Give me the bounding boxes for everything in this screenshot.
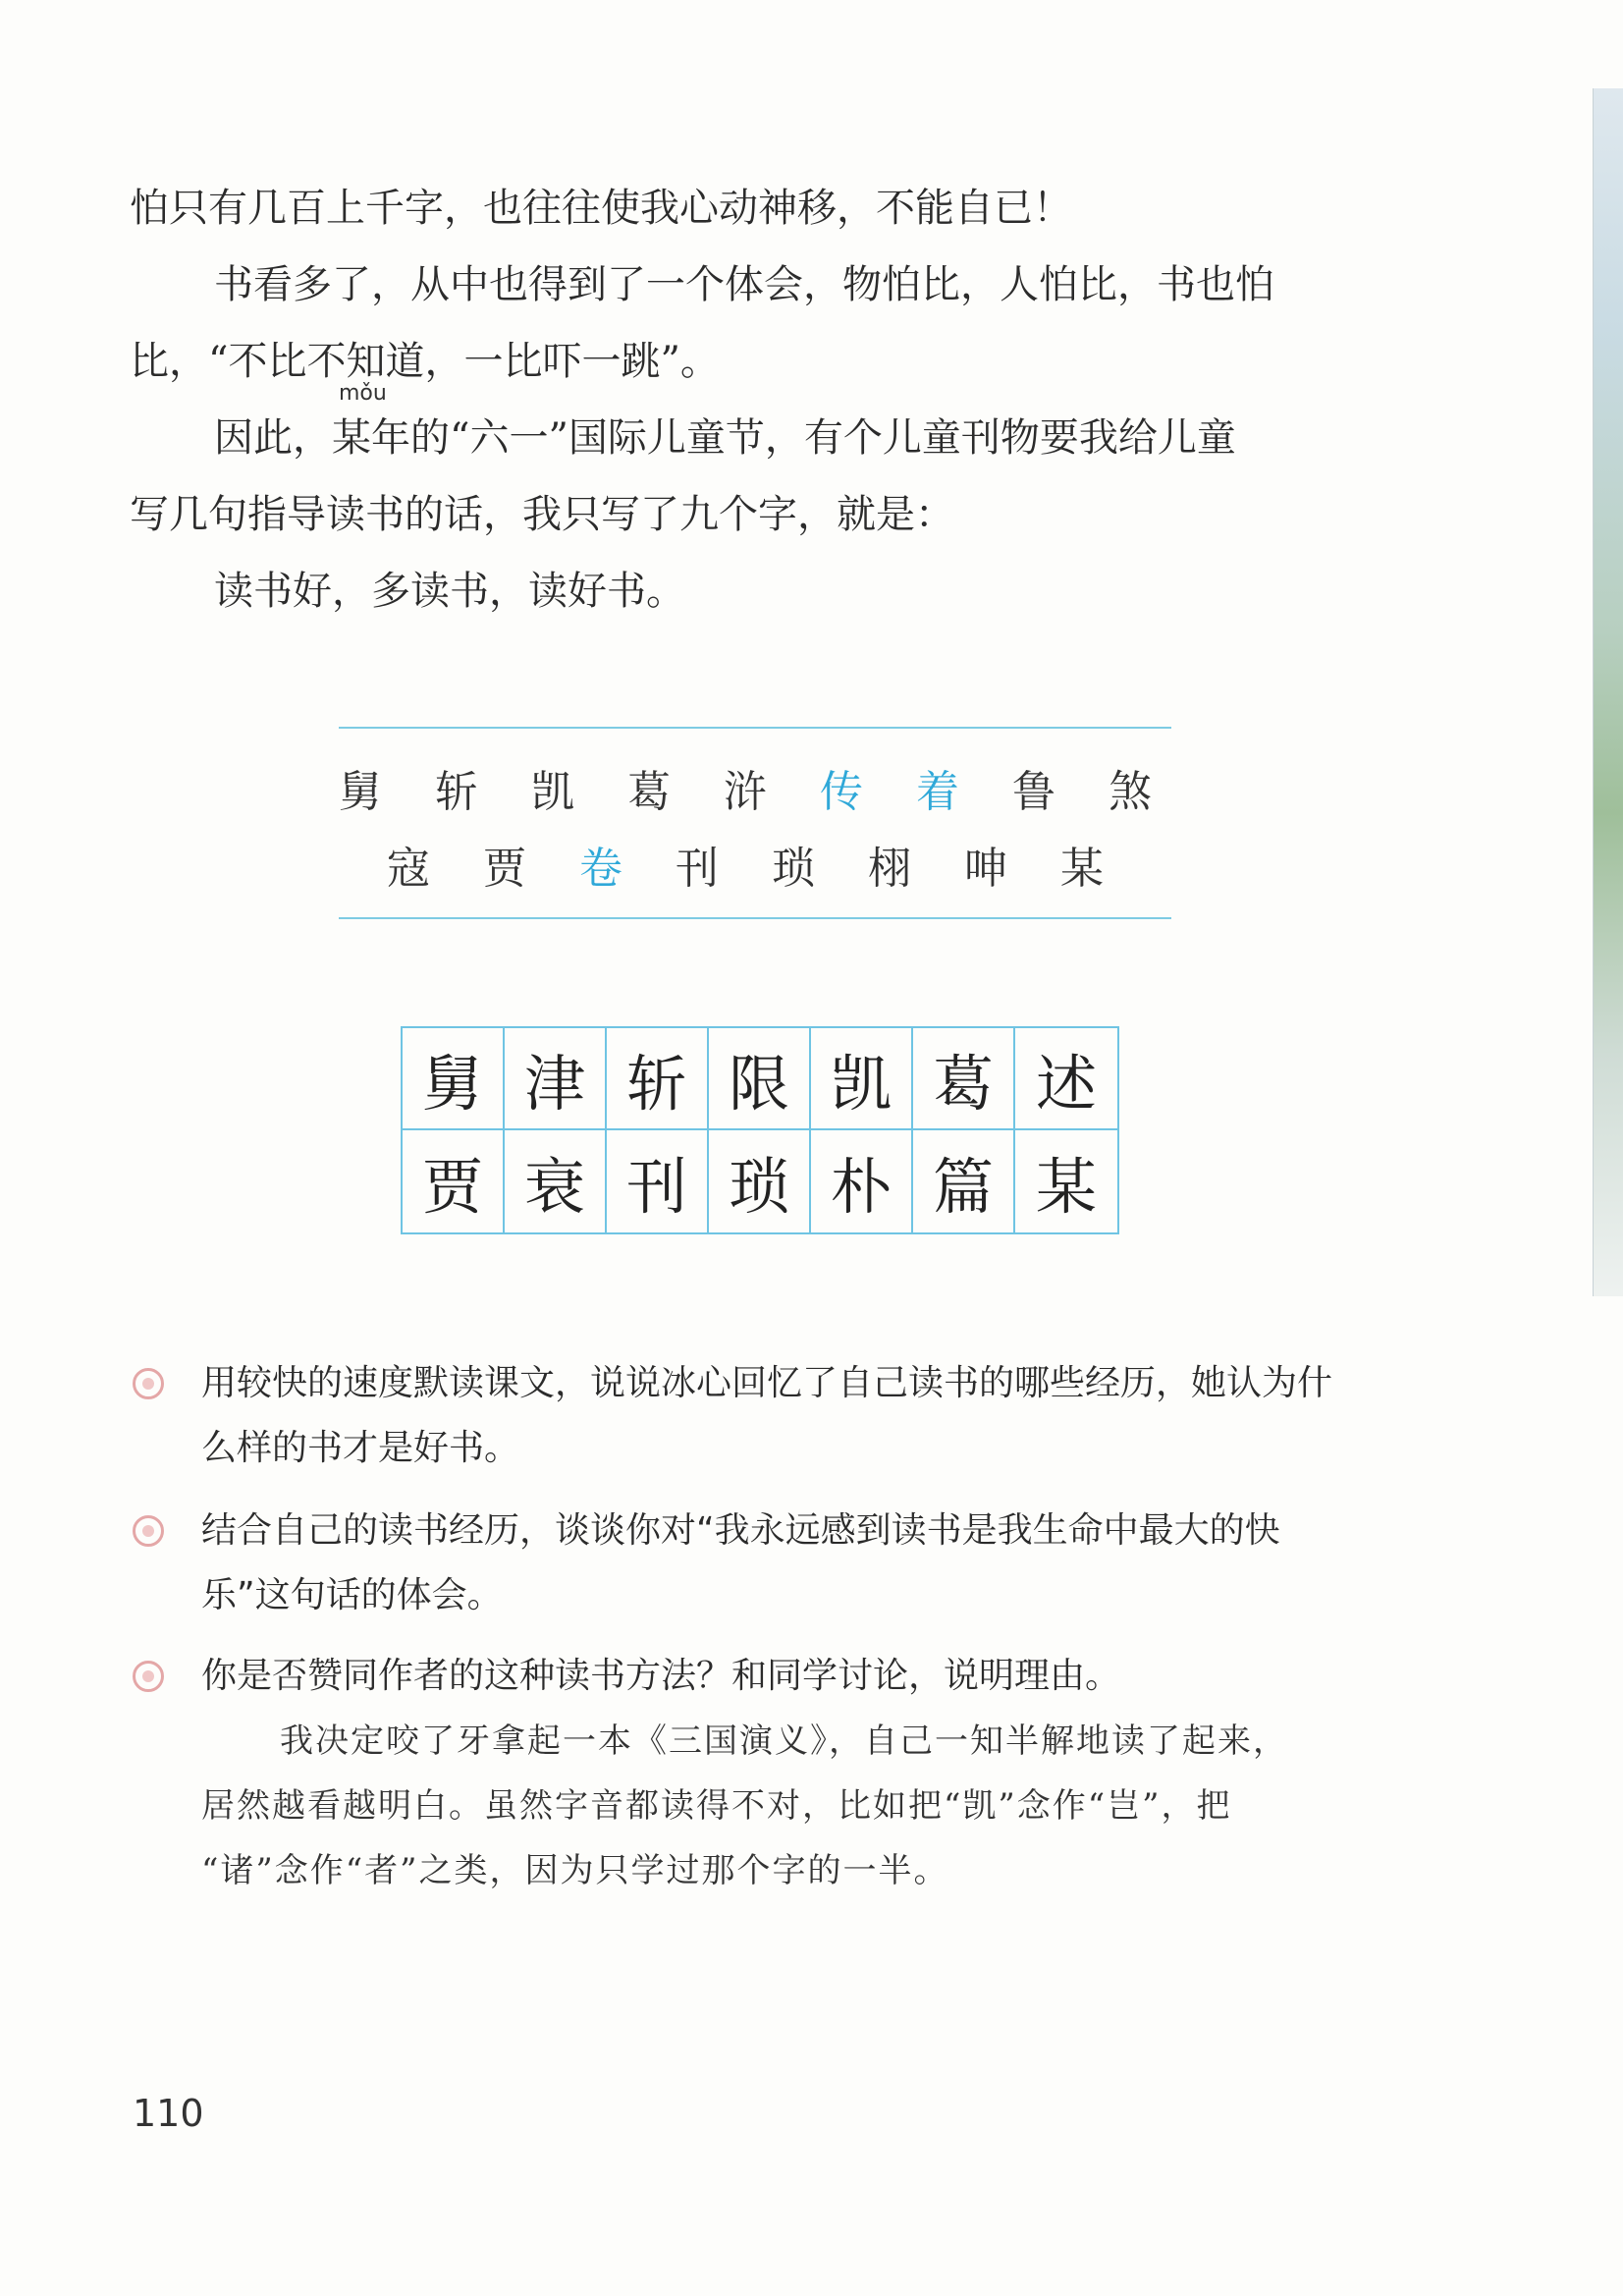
question-2 bbox=[201, 1499, 1389, 1628]
text-line: 因此，某年的“六一”国际儿童节，有个儿童刊物要我给儿童 bbox=[214, 415, 1236, 461]
grid-cell: 某 bbox=[1035, 1150, 1097, 1223]
grid-cell: 津 bbox=[505, 1028, 607, 1130]
question-line: 用较快的速度默读课文，说说冰心回忆了自己读书的哪些经历，她认为什 bbox=[201, 1363, 1333, 1403]
new-words-row-2 bbox=[339, 833, 1171, 896]
word-group: 鲁 煞 bbox=[1011, 767, 1171, 817]
question-bullet-icon bbox=[133, 1515, 164, 1547]
text-line: 写几句指导读书的话，我只写了九个字，就是： bbox=[130, 492, 954, 537]
question-bullet-icon bbox=[133, 1661, 164, 1692]
grid-cell: 述 bbox=[1015, 1028, 1117, 1130]
question-bullet-icon bbox=[133, 1368, 164, 1399]
question-3 bbox=[201, 1644, 1389, 1709]
question-line: 乐”这句话的体会。 bbox=[201, 1575, 503, 1615]
word-group-highlight: 传 着 bbox=[819, 767, 979, 817]
grid-cell: 朴 bbox=[811, 1130, 913, 1232]
grid-cell: 贾 bbox=[403, 1130, 505, 1232]
grid-cell: 琐 bbox=[709, 1130, 811, 1232]
text-line: 比，“不比不知道，一比吓一跳”。 bbox=[130, 339, 720, 384]
grid-cell: 葛 bbox=[913, 1028, 1015, 1130]
text-line: 书看多了，从中也得到了一个体会，物怕比，人怕比，书也怕 bbox=[214, 262, 1274, 307]
grid-cell: 刊 bbox=[607, 1130, 709, 1232]
question-1 bbox=[201, 1351, 1389, 1481]
grid-cell: 斩 bbox=[607, 1028, 709, 1130]
text-line: 怕只有几百上千字，也往往使我心动神移，不能自已！ bbox=[130, 186, 1072, 231]
grid-cell: 限 bbox=[709, 1028, 811, 1130]
word-group-highlight: 卷 bbox=[579, 844, 643, 894]
grid-cell: 篇 bbox=[913, 1130, 1015, 1232]
quote-line: “诸”念作“者”之类，因为只学过那个字的一半。 bbox=[201, 1851, 949, 1890]
word-group: 寇 贾 bbox=[387, 844, 547, 894]
grid-cell: 舅 bbox=[403, 1028, 505, 1130]
text-line: 读书好，多读书，读好书。 bbox=[214, 569, 685, 614]
side-illustration bbox=[1593, 88, 1623, 1296]
question-line: 么样的书才是好书。 bbox=[201, 1428, 520, 1468]
quote-line: 我决定咬了牙拿起一本《三国演义》，自己一知半解地读了起来， bbox=[280, 1722, 1288, 1761]
quoted-passage bbox=[201, 1709, 1389, 1903]
writing-grid bbox=[401, 1026, 1119, 1234]
grid-cell: 凯 bbox=[811, 1028, 913, 1130]
word-group: 舅 斩 凯 葛 浒 bbox=[339, 767, 786, 817]
new-words-box bbox=[339, 727, 1171, 919]
word-group: 刊 琐 栩 呻 某 bbox=[676, 844, 1123, 894]
grid-cell: 衰 bbox=[505, 1130, 607, 1232]
question-line: 结合自己的读书经历，谈谈你对“我永远感到读书是我生命中最大的快 bbox=[201, 1510, 1280, 1551]
quote-line: 居然越看越明白。虽然字音都读得不对，比如把“凯”念作“岂”，把 bbox=[201, 1786, 1232, 1826]
page-number: 110 bbox=[133, 2092, 204, 2135]
question-line: 你是否赞同作者的这种读书方法？和同学讨论，说明理由。 bbox=[201, 1656, 1121, 1696]
pinyin-annotation: mǒu bbox=[339, 381, 387, 406]
new-words-row-1 bbox=[339, 756, 1171, 819]
